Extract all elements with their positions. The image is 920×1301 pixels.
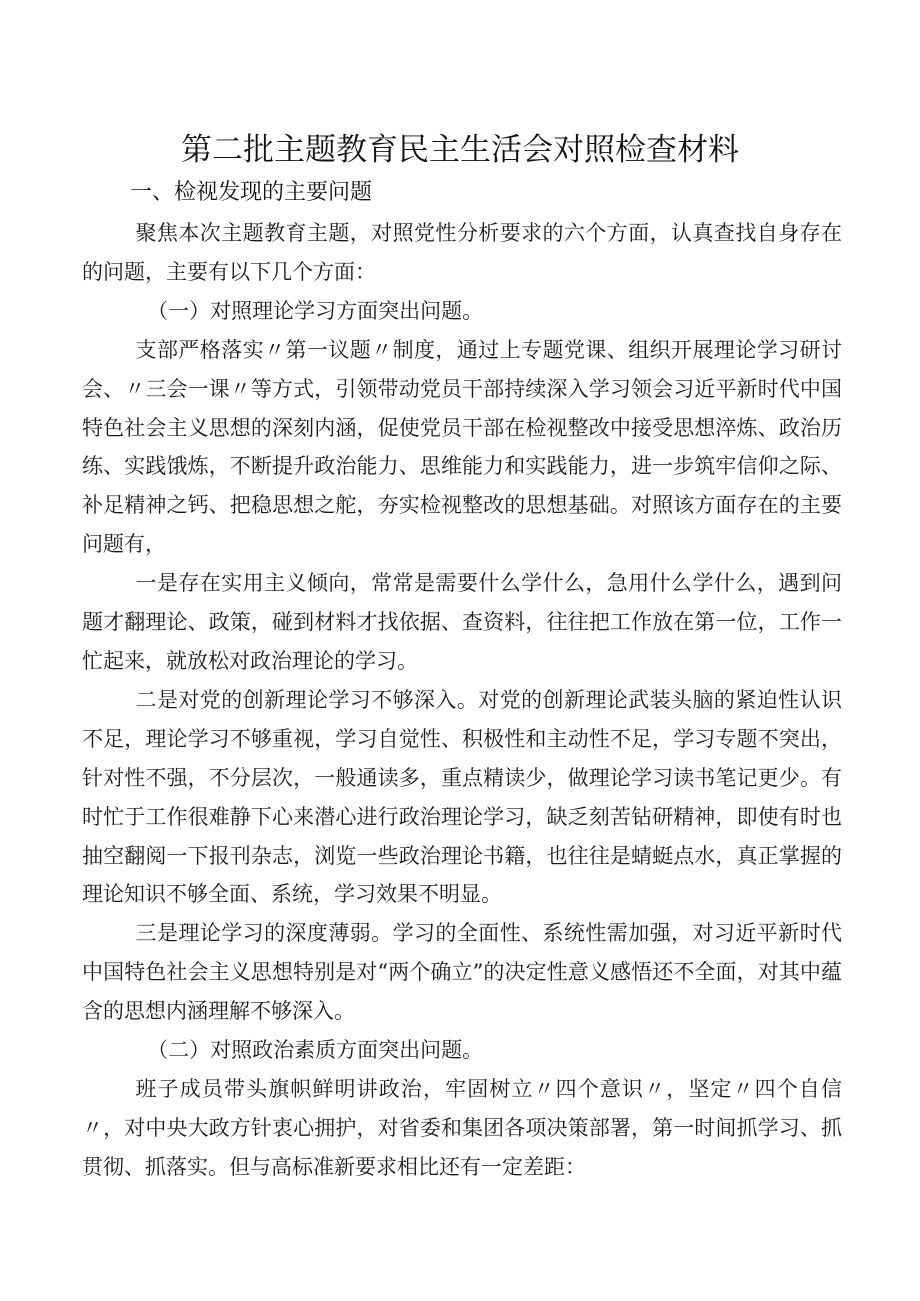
intro-paragraph: 聚焦本次主题教育主题，对照党性分析要求的六个方面，认真查找自身存在的问题，主要有以下几个方面：: [82, 221, 842, 284]
subsection-paragraph-1: 支部严格落实〃第一议题〃制度，通过上专题党课、组织开展理论学习研讨会、〃三会一课〃等方式，引领带动党员干部持续深入学习领会习近平新时代中国特色社会主义思想的深刻内涵，促使党员干部在检视整改中接受思想淬炼、政治历练、实践饿炼，不断提升政治能力、思维能力和实践能力，进一步筑牢信仰之际、补足精神之钙、把稳思想之舵，夯实检视整改的思想基础。对照该方面存在的主要问题有，: [82, 337, 842, 557]
subsection-heading-1: （一）对照理论学习方面突出问题。: [147, 298, 484, 323]
subsection-heading-2: （二）对照政治素质方面突出问题。: [147, 1038, 484, 1063]
section-heading: 一、检视发现的主要问题: [130, 180, 373, 205]
subsection-paragraph-2: 班子成员带头旗帜鲜明讲政治，牢固树立〃四个意识〃，坚定〃四个自信〃，对中央大政方针衷心拥护，对省委和集团各项决策部署，第一时间抓学习、抓贯彻、抓落实。但与高标准新要求相比还有一定差距：: [82, 1076, 842, 1179]
problem-point-2: 二是对党的创新理论学习不够深入。对党的创新理论武装头脑的紧迫性认识不足，理论学习不够重视，学习自觉性、积极性和主动性不足，学习专题不突出，针对性不强，不分层次，一般通读多，重点精读少，做理论学习读书笔记更少。有时忙于工作很难静下心来潜心进行政治理论学习，缺乏刻苦钻研精神，即使有时也抽空翻阅一下报刊杂志，浏览一些政治理论书籍，也往往是蜻蜓点水，真正掌握的理论知识不够全面、系统，学习效果不明显。: [82, 687, 842, 907]
problem-point-3: 三是理论学习的深度薄弱。学习的全面性、系统性需加强，对习近平新时代中国特色社会主义思想特别是对“两个确立”的决定性意义感悟还不全面，对其中蕴含的思想内涵理解不够深入。: [82, 921, 842, 1024]
document-body: [82, 214, 842, 1187]
document-title: 第二批主题教育民主生活会对照检查材料: [181, 132, 739, 168]
problem-point-1: 一是存在实用主义倾向，常常是需要什么学什么，急用什么学什么，遇到问题才翻理论、政策，碰到材料才找依据、查资料，往往把工作放在第一位，工作一忙起来，就放松对政治理论的学习。: [82, 571, 842, 673]
